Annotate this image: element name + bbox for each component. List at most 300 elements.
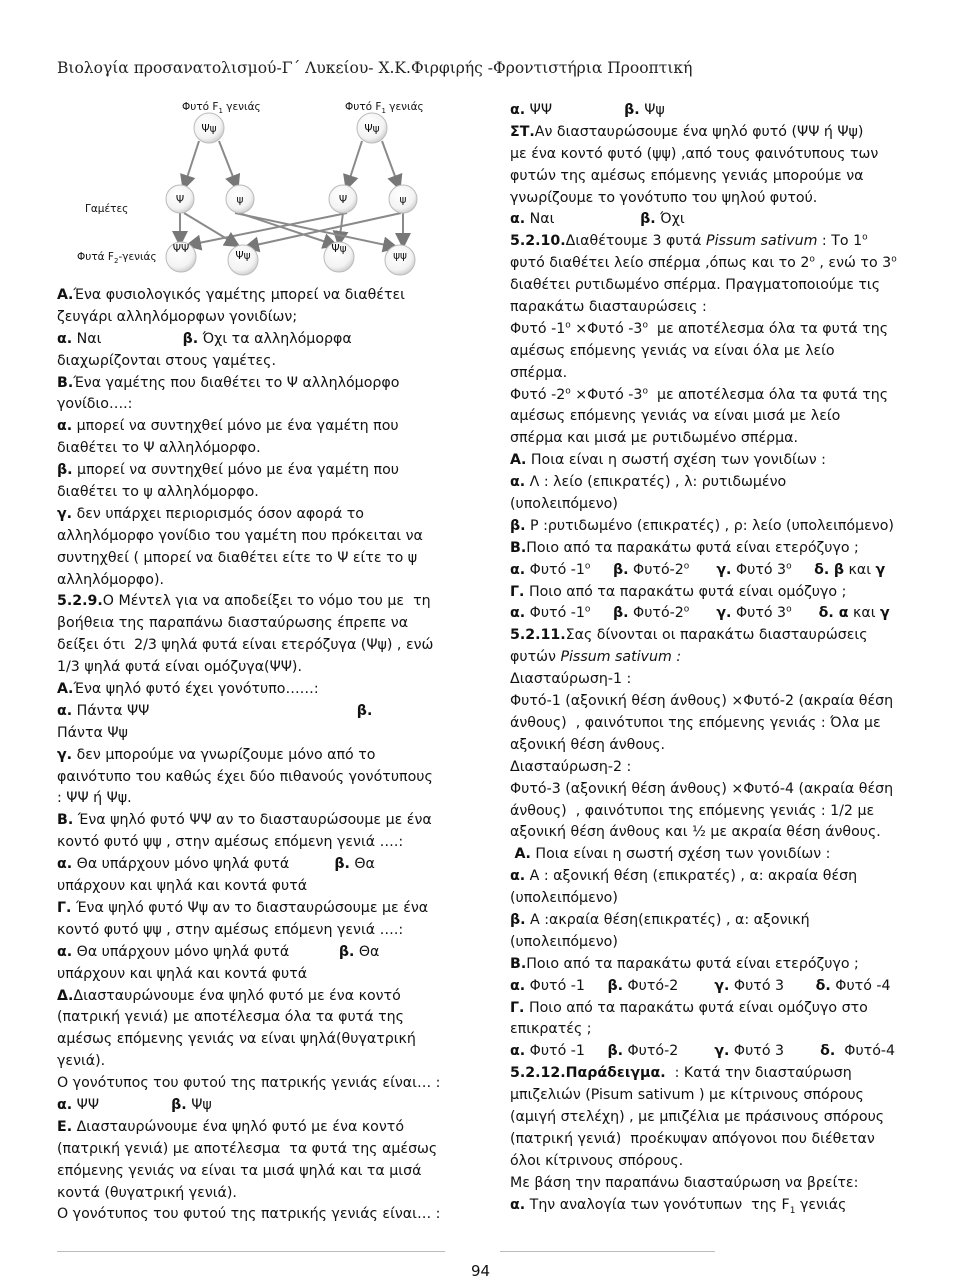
text-run: Σας δίνονται οι παρακάτω διασταυρώσεις — [565, 627, 868, 644]
text-run: Ο Μέντελ για να αποδείξει το νόμο του με τη — [102, 593, 431, 610]
text-run: σπέρμα. — [510, 364, 568, 381]
text-run: ×Φυτό -3 — [570, 320, 643, 337]
text-run: φυτό διαθέτει λείο σπέρμα ,όπως και το 2 — [510, 255, 810, 272]
text-run: (πατρική γενιά) με αποτέλεσμα τα φυτά της αμέσως — [57, 1140, 438, 1157]
text-run: Φυτό-2 — [623, 977, 715, 994]
left-text-line — [57, 613, 447, 635]
text-run: (πατρική γενιά) με αποτέλεσμα όλα τα φυτά της — [57, 1009, 404, 1026]
text-run: μπορεί να συντηχθεί μόνο με ένα γαμέτη που — [72, 462, 399, 479]
gamete-4 — [389, 185, 417, 213]
offspring-4-genotype: ψψ — [393, 250, 407, 262]
text-run: α. — [510, 102, 526, 118]
right-text-line — [510, 932, 910, 954]
left-text-line — [57, 460, 447, 482]
text-run: αμέσως επόμενης γενιάς να είναι μισά με λείο — [510, 408, 841, 425]
text-run: α. — [57, 330, 73, 347]
right-text-line — [510, 647, 910, 669]
right-text-line — [510, 253, 910, 275]
text-run: κοντό φυτό ψψ , στην αμέσως επόμενη γενιά ….: — [57, 834, 404, 851]
text-run: ο — [683, 604, 690, 615]
text-run: Φυτό -1 — [525, 605, 585, 622]
offspring-2-genotype: Ψψ — [235, 250, 251, 262]
left-text-line — [57, 942, 447, 964]
offspring-1-genotype: ΨΨ — [172, 243, 190, 255]
right-text-line — [510, 122, 910, 144]
left-text-line — [57, 329, 447, 351]
text-run: Α. — [57, 287, 74, 303]
text-run: β. — [356, 702, 373, 719]
right-text-line — [510, 428, 910, 450]
text-run: γενιάς — [795, 1196, 847, 1213]
text-run: β — [833, 561, 844, 578]
text-run: Φυτό-2 — [628, 561, 684, 578]
text-run: ο — [584, 604, 591, 615]
text-run: Ένα γαμέτης που διαθέτει το Ψ αλληλόμορφο — [73, 374, 400, 391]
text-run: Διαθέτουμε 3 φυτά — [565, 233, 707, 250]
right-text-line — [510, 757, 910, 779]
gamete-1 — [166, 185, 194, 213]
text-run: Φυτό-2 — [623, 1043, 715, 1060]
text-run: 1/3 ψηλά φυτά είναι ομόζυγα(ΨΨ). — [57, 659, 302, 676]
text-run: Ποιο από τα παρακάτω φυτά είναι ετερόζυγο ; — [526, 955, 859, 972]
text-run: (υπολειπόμενο) — [510, 496, 618, 513]
left-text-line — [57, 482, 447, 504]
text-run: β. — [612, 561, 629, 578]
right-text-line — [510, 560, 910, 582]
text-run: ΣΤ. — [510, 123, 535, 140]
text-run: φυτών — [510, 649, 561, 666]
text-run: β. — [57, 462, 73, 479]
right-text-line — [510, 406, 910, 428]
page-header: Βιολογία προσανατολισμού-Γ΄ Λυκείου- Χ.Κ.Φιρφιρής -Φροντιστήρια Προοπτική — [57, 59, 693, 77]
left-text-line — [57, 701, 447, 723]
text-run: Φυτό-3 (αξονική θέση άνθους) ×Φυτό-4 (ακραία θέση — [510, 780, 894, 797]
text-run: Διασταυρώνουμε ένα ψηλό φυτό με ένα κοντό — [73, 987, 401, 1004]
gamete-2-allele: ψ — [236, 194, 244, 206]
text-run: Φυτό 3 — [731, 605, 787, 622]
text-run: ×Φυτό -3 — [570, 386, 643, 403]
text-run: δ. — [814, 561, 830, 578]
text-run: α. — [57, 702, 73, 719]
text-run: Pissum sativum : — [560, 649, 682, 666]
footer-divider-right — [500, 1251, 715, 1252]
text-run: γ — [875, 561, 886, 578]
text-run: Γ. — [510, 999, 525, 1016]
parent-right-title: Φυτό $F_1$ γενιάς — [345, 101, 424, 115]
text-run: γ. — [716, 561, 732, 578]
left-text-line — [57, 1007, 447, 1029]
text-run: Φυτό -1 — [525, 1043, 608, 1060]
right-text-line — [510, 319, 910, 341]
text-run: Α : αξονική θέση (επικρατές) , α: ακραία θέση — [525, 868, 858, 885]
text-run: Φυτό -4 — [830, 977, 891, 994]
text-run: διαθέτει το ψ αλληλόμορφο. — [57, 484, 259, 501]
right-text-line — [510, 1195, 910, 1217]
text-run: με αποτέλεσμα όλα τα φυτά της — [647, 386, 889, 403]
text-run: διαθέτει το Ψ αλληλόμορφο. — [57, 440, 261, 457]
right-column-text — [510, 100, 910, 1216]
text-run: Ποια είναι η σωστή σχέση των γονιδίων : — [530, 846, 831, 863]
text-run: άνθους) , φαινότυποι της επόμενης γενιάς : 1/2 με — [510, 802, 875, 819]
text-run: Φυτό -2 — [510, 386, 566, 403]
text-run: 5.2.9. — [57, 593, 103, 610]
text-run — [590, 562, 613, 578]
text-run: βοήθεια της παραπάνω διασταύρωσης έπρεπε να — [57, 615, 409, 632]
right-text-line — [510, 844, 910, 866]
text-run: ο — [683, 560, 690, 571]
gametes-row-label: Γαμέτες — [85, 203, 129, 215]
parent-right-genotype: Ψψ — [364, 123, 380, 135]
text-run: Θα υπάρχουν μόνο ψηλά φυτά — [72, 856, 335, 873]
text-run: δ. — [815, 977, 831, 994]
text-run: Ο γονότυπος του φυτού της πατρικής γενιάς είναι… : — [57, 1206, 441, 1223]
text-run: : Το 1 — [817, 233, 863, 250]
parent-left-title: Φυτό $F_1$ γενιάς — [182, 101, 261, 115]
left-text-line — [57, 1051, 447, 1073]
left-text-line — [57, 373, 447, 395]
text-run: Ψψ — [639, 102, 665, 118]
text-run: β. — [607, 1043, 623, 1060]
left-text-line — [57, 591, 447, 613]
text-run: α. — [510, 605, 526, 622]
right-text-line — [510, 450, 910, 472]
text-run: Φυτό -1 — [510, 320, 566, 337]
text-run: Α :ακραία θέση(επικρατές) , α: αξονική — [525, 911, 810, 928]
text-run: αμέσως επόμενης γενιάς να είναι όλα με λείο — [510, 342, 835, 359]
text-run: γνωρίζουμε το γονότυπο του ψηλού φυτού. — [510, 189, 818, 206]
text-run: Θα — [354, 943, 380, 960]
text-run: Δ. — [57, 987, 74, 1004]
right-text-line — [510, 231, 910, 253]
text-run: β. — [182, 330, 199, 347]
text-run: ο — [786, 560, 792, 571]
text-run: Ποια είναι η σωστή σχέση των γονιδίων : — [526, 452, 826, 469]
text-run: Όχι — [655, 211, 685, 228]
text-run: Α. — [57, 681, 74, 698]
text-run: β. — [607, 977, 623, 994]
text-run: Φυτό-1 (αξονική θέση άνθους) ×Φυτό-2 (ακραία θέση — [510, 693, 894, 710]
text-run: φαινότυπο του καθώς έχει δύο πιθανούς γονότυπους — [57, 768, 433, 785]
right-text-line — [510, 779, 910, 801]
text-run: Α. — [510, 452, 527, 469]
text-run: Α. — [514, 846, 531, 863]
text-run: α. — [510, 211, 526, 228]
text-run: (υπολειπόμενο) — [510, 933, 618, 950]
text-run: όλοι κίτρινους σπόρους. — [510, 1152, 684, 1169]
right-text-line — [510, 1085, 910, 1107]
text-run — [689, 562, 716, 578]
text-run: Ψψ — [186, 1096, 212, 1113]
right-text-line — [510, 1107, 910, 1129]
text-run: γ. — [57, 746, 73, 763]
text-run: Pissum sativum — [706, 233, 818, 250]
offspring-1 — [166, 242, 196, 272]
right-text-line — [510, 669, 910, 691]
text-run: γενιά). — [57, 1053, 106, 1070]
right-text-line — [510, 582, 910, 604]
text-run: γονίδιο….: — [57, 396, 133, 413]
left-text-line — [57, 1183, 447, 1205]
right-text-line — [510, 1173, 910, 1195]
text-run: Ένα ψηλό φυτό ΨΨ αν το διασταυρώσουμε με ένα — [73, 812, 432, 829]
text-run: (πατρική γενιά) προέκυψαν απόγονοι που διέθεταν — [510, 1130, 875, 1147]
text-run: φυτών της αμέσως επόμενης γενιάς μπορούμε να — [510, 167, 864, 184]
text-run: γ. — [716, 605, 732, 622]
right-text-line — [510, 1063, 910, 1085]
left-text-line — [57, 1139, 447, 1161]
text-run: Ε. — [57, 1118, 73, 1135]
left-text-line — [57, 285, 447, 307]
text-run: ο — [642, 320, 648, 331]
text-run: αξονική θέση άνθους και ½ με ακραία θέση άνθους. — [510, 824, 881, 841]
text-run: αλληλόμορφο). — [57, 571, 165, 588]
f2-row-label: Φυτά $F_2$-γενιάς — [77, 251, 157, 265]
text-run: ο — [862, 232, 868, 243]
text-run: αξονική θέση άνθους. — [510, 736, 666, 753]
right-text-line — [510, 713, 910, 735]
text-run — [792, 562, 815, 578]
left-text-line — [57, 723, 447, 745]
text-run: άνθους) , φαινότυποι της επόμενης γενιάς : Όλα με — [510, 714, 881, 731]
offspring-2 — [228, 245, 258, 275]
text-run: ο — [786, 604, 792, 615]
text-run: ΨΨ — [72, 1096, 172, 1113]
text-run: β. — [338, 943, 355, 960]
text-run: Γ. — [510, 583, 525, 600]
text-run: Φυτό 3 — [729, 977, 816, 994]
text-run: , ενώ το 3 — [814, 255, 892, 272]
left-text-line — [57, 832, 447, 854]
text-run: σπέρμα και μισά με ρυτιδωμένο σπέρμα. — [510, 430, 799, 447]
text-run: (αμιγή στελέχη) , με μπιζέλια με πράσινους σπόρους — [510, 1108, 885, 1125]
text-run: Φυτό -1 — [525, 977, 608, 994]
right-text-line — [510, 625, 910, 647]
right-text-line — [510, 297, 910, 319]
right-text-line — [510, 998, 910, 1020]
text-run: δ. α — [818, 605, 849, 622]
right-text-line — [510, 1041, 910, 1063]
text-run: β. — [510, 517, 526, 534]
left-text-line — [57, 964, 447, 986]
left-text-line — [57, 745, 447, 767]
left-text-line — [57, 1204, 447, 1226]
text-run: Φυτό -1 — [525, 561, 585, 578]
left-text-line — [57, 570, 447, 592]
text-run: (υπολειπόμενο) — [510, 890, 618, 907]
text-run: ΨΨ — [525, 102, 625, 118]
text-run: Φυτό 3 — [729, 1043, 821, 1060]
parent-left — [194, 113, 224, 143]
text-run: Ο γονότυπος του φυτού της πατρικής γενιάς είναι… : — [57, 1075, 441, 1092]
text-run: ο — [584, 560, 591, 571]
footer-divider-left — [57, 1251, 445, 1252]
text-run: διαχωρίζονται στους γαμέτες. — [57, 352, 276, 369]
text-run: 5.2.11. — [510, 627, 566, 644]
text-run: κοντά (θυγατρική γενιά). — [57, 1184, 237, 1201]
text-run: γ. — [714, 1043, 730, 1060]
text-run: Ναι — [525, 211, 641, 228]
left-text-line — [57, 876, 447, 898]
text-run: υπάρχουν και ψηλά και κοντά φυτά — [57, 965, 308, 982]
right-text-line — [510, 888, 910, 910]
text-run: α. — [510, 977, 526, 994]
gamete-4-allele: ψ — [399, 194, 407, 206]
text-run: ζευγάρι αλληλόμορφων γονιδίων; — [57, 308, 298, 325]
text-run: κοντό φυτό ψψ , στην αμέσως επόμενη γενιά ….: — [57, 921, 404, 938]
right-text-line — [510, 341, 910, 363]
text-run: : ΨΨ ή Ψψ. — [57, 790, 132, 807]
text-run — [792, 605, 819, 621]
text-run: με αποτέλεσμα όλα τα φυτά της — [647, 320, 889, 337]
text-run: Ποιο από τα παρακάτω φυτά είναι ετερόζυγο ; — [526, 539, 859, 556]
right-text-line — [510, 866, 910, 888]
left-text-line — [57, 394, 447, 416]
text-run: Πάντα ΨΨ — [72, 702, 357, 719]
text-run: α. — [510, 868, 526, 885]
right-text-line — [510, 691, 910, 713]
text-run: α. — [57, 856, 73, 873]
left-text-line — [57, 854, 447, 876]
text-run: Β. — [57, 812, 74, 829]
right-text-line — [510, 516, 910, 538]
right-text-line — [510, 166, 910, 188]
left-text-line — [57, 1117, 447, 1139]
text-run: ο — [565, 385, 571, 396]
text-run: Ένα ψηλό φυτό Ψψ αν το διασταυρώσουμε με ένα — [71, 899, 429, 916]
text-run: Διασταύρωση-2 : — [510, 758, 632, 775]
text-run: Φυτό-2 — [628, 605, 684, 622]
text-run: Πάντα Ψψ — [57, 724, 128, 741]
text-run: παρακάτω διασταυρώσεις : — [510, 299, 707, 316]
text-run: Ποιο από τα παρακάτω φυτά είναι ομόζυγο ; — [524, 583, 847, 600]
text-run — [689, 605, 716, 621]
text-run: μπορεί να συντηχθεί μόνο με ένα γαμέτη που — [72, 418, 399, 435]
text-run: ο — [565, 320, 571, 331]
right-text-line — [510, 822, 910, 844]
text-run: Διασταύρωση-1 : — [510, 671, 632, 688]
right-text-line — [510, 1019, 910, 1041]
text-run: αλληλόμορφο γονίδιο του γαμέτη που πρόκειται να — [57, 527, 423, 544]
text-run: υπάρχουν και ψηλά και κοντά φυτά — [57, 878, 308, 895]
text-run: α. — [510, 1196, 526, 1213]
text-run: Όχι τα αλληλόμορφα — [198, 330, 352, 347]
parent-to-gamete-arrows — [184, 141, 399, 187]
text-run: 1 — [789, 1205, 796, 1216]
text-run: Ρ :ρυτιδωμένο (επικρατές) , ρ: λείο (υπολειπόμενο) — [525, 517, 894, 534]
gamete-to-offspring-arrows — [180, 213, 403, 247]
parent-right — [357, 113, 387, 143]
right-text-line — [510, 801, 910, 823]
text-run: και — [848, 605, 881, 622]
cross-diagram — [77, 95, 437, 280]
right-text-line — [510, 976, 910, 998]
left-text-line — [57, 416, 447, 438]
text-run: 5.2.12.Παράδειγμα. — [510, 1065, 666, 1082]
text-run: Ένα φυσιολογικός γαμέτης μπορεί να διαθέτει — [73, 287, 405, 303]
left-text-line — [57, 1095, 447, 1117]
right-text-line — [510, 188, 910, 210]
text-run: β. — [612, 605, 629, 622]
text-run: Θα — [349, 856, 375, 873]
text-run: επόμενης γενιάς να είναι τα μισά ψηλά και τα μισά — [57, 1162, 422, 1179]
text-run: Με βάση την παραπάνω διασταύρωση να βρείτε: — [510, 1174, 859, 1191]
left-text-line — [57, 920, 447, 942]
text-run: Ένα ψηλό φυτό έχει γονότυπο……: — [73, 681, 319, 698]
text-run: : Κατά την διασταύρωση — [665, 1065, 852, 1082]
text-run: γ. — [57, 505, 73, 522]
right-text-line — [510, 494, 910, 516]
gamete-2 — [226, 185, 254, 213]
left-text-line — [57, 1073, 447, 1095]
offspring-3-genotype: Ψψ — [331, 243, 347, 255]
text-run: α. — [57, 943, 73, 960]
left-text-line — [57, 635, 447, 657]
text-run: β. — [510, 911, 526, 928]
right-text-line — [510, 209, 910, 231]
text-run: Την αναλογία των γονότυπων της F — [525, 1196, 790, 1213]
parent-left-genotype: Ψψ — [201, 123, 217, 135]
text-run: γ — [880, 605, 890, 622]
text-run: β. — [624, 102, 640, 118]
right-text-line — [510, 538, 910, 560]
gamete-3-allele: Ψ — [338, 194, 348, 206]
left-text-line — [57, 351, 447, 373]
text-run: επικρατές ; — [510, 1021, 592, 1038]
text-run: και — [843, 561, 876, 578]
text-run: Β. — [510, 539, 527, 556]
left-text-line — [57, 898, 447, 920]
text-run: β. — [334, 856, 350, 873]
text-run: Αν διασταυρώσουμε ένα ψηλό φυτό (ΨΨ ή Ψψ) — [534, 123, 864, 140]
left-text-line — [57, 1161, 447, 1183]
right-text-line — [510, 363, 910, 385]
right-text-line — [510, 275, 910, 297]
text-run: διαθέτει ρυτιδωμένο σπέρμα. Πραγματοποιούμε τις — [510, 277, 881, 294]
left-text-line — [57, 767, 447, 789]
text-run: Θα υπάρχουν μόνο ψηλά φυτά — [72, 943, 339, 960]
text-run: α. — [510, 1043, 526, 1060]
text-run: β. — [640, 211, 656, 228]
page-number: 94 — [471, 1262, 491, 1280]
left-text-line — [57, 986, 447, 1008]
text-run: α. — [57, 418, 73, 435]
text-run: δ. — [820, 1043, 836, 1060]
text-run: Β. — [57, 374, 74, 391]
right-text-line — [510, 472, 910, 494]
right-text-line — [510, 954, 910, 976]
right-text-line — [510, 144, 910, 166]
text-run: Ναι — [72, 330, 183, 347]
gamete-3 — [329, 185, 357, 213]
left-text-line — [57, 438, 447, 460]
left-text-line — [57, 788, 447, 810]
left-text-line — [57, 504, 447, 526]
right-text-line — [510, 603, 910, 625]
text-run: μπιζελιών (Pisum sativum ) με κίτρινους σπόρους — [510, 1087, 864, 1104]
offspring-4 — [385, 245, 415, 275]
text-run: 5.2.10. — [510, 233, 566, 250]
text-run: Φυτό 3 — [731, 561, 787, 578]
text-run: Διασταυρώνουμε ένα ψηλό φυτό με ένα κοντό — [72, 1118, 405, 1135]
text-run: γ. — [714, 977, 730, 994]
text-run: Ποιο από τα παρακάτω φυτά είναι ομόζυγο στο — [524, 999, 868, 1016]
text-run: ο — [809, 254, 815, 265]
left-text-line — [57, 1029, 447, 1051]
left-column-text — [57, 285, 447, 1226]
text-run: Β. — [510, 955, 527, 972]
text-run: Φυτό-4 — [835, 1043, 896, 1060]
offspring-3 — [324, 242, 354, 272]
